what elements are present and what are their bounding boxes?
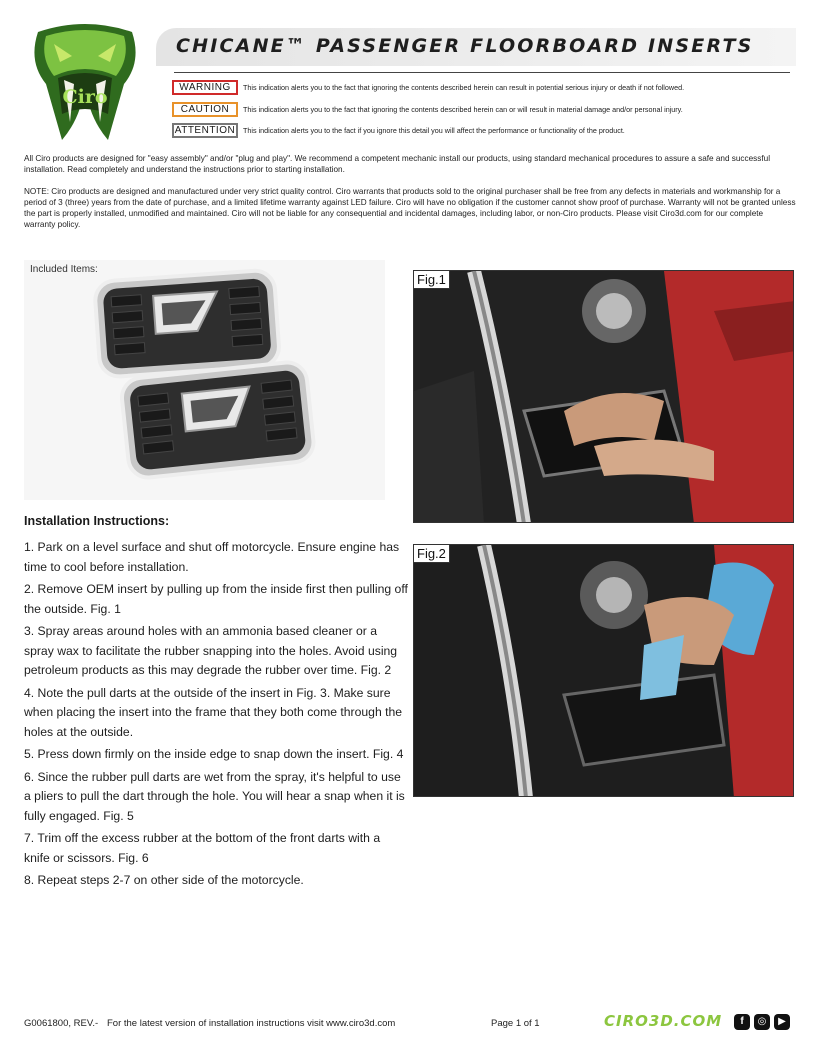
included-items-image <box>24 260 385 500</box>
attention-badge: ATTENTION <box>172 123 238 138</box>
title-divider <box>174 72 790 73</box>
snake-logo-icon <box>24 22 146 148</box>
fig2-photo <box>414 545 794 797</box>
ciro-logo <box>24 22 146 148</box>
step-5: 5. Press down firmly on the inside edge to snap down the insert. Fig. 4 <box>24 747 404 762</box>
warning-description: This indication alerts you to the fact that ignoring the contents described herein can result in potential serious injury or death if not followed. <box>243 82 685 92</box>
step-6: 6. Since the rubber pull darts are wet from the spray, it's helpful to use a pliers to pull the dart through the hole. You will hear a snap when it is fully engaged. Fig. 5 <box>24 769 405 824</box>
instruction-steps <box>24 538 409 894</box>
fig1-photo <box>414 271 794 523</box>
latest-version-note: For the latest version of installation instructions visit www.ciro3d.com <box>107 1018 396 1029</box>
step-1: 1. Park on a level surface and shut off motorcycle. Ensure engine has time to cool before installation. <box>24 540 400 574</box>
youtube-icon[interactable]: ▶ <box>774 1014 790 1030</box>
fig1-label: Fig.1 <box>414 271 450 289</box>
legend-warning <box>172 79 684 95</box>
caution-description: This indication alerts you to the fact that ignoring the contents described herein can or will result in material damage and/or personal injury. <box>243 104 683 114</box>
step-4: 4. Note the pull darts at the outside of the insert in Fig. 3. Make sure when placing the insert into the frame that they both come through the holes at the outside. <box>24 685 403 740</box>
caution-badge: CAUTION <box>172 102 238 117</box>
attention-description: This indication alerts you to the fact if you ignore this detail you will affect the performance or functionality of the product. <box>243 125 625 135</box>
warning-badge: WARNING <box>172 80 238 95</box>
included-items-label: Included Items: <box>30 264 98 275</box>
warranty-note: NOTE: Ciro products are designed and manufactured under very strict quality control. Ciro warrants that products sold to the original purchaser shall be free from any defects in materials and workmanship for a period of 3 (three) years from the date of purchase, and a limited lifetime warranty against LED failure. Ciro will have no obligation if the customer cannot show proof of purchase. Warranty will not be granted unless the part is properly installed, unmodified and maintained. Ciro will not be liable for any consequential and incidental damages, including labor, or non-Ciro products. Please visit Ciro3d.com for our complete warranty policy. <box>24 187 796 229</box>
step-2: 2. Remove OEM insert by pulling up from the inside first then pulling off the outside. Fig. 1 <box>24 582 408 616</box>
fig2-label: Fig.2 <box>414 545 450 563</box>
floorboard-inserts-illustration <box>24 260 385 500</box>
instructions-heading: Installation Instructions: <box>24 514 170 528</box>
page-number: Page 1 of 1 <box>491 1018 540 1029</box>
title-bar <box>156 28 796 66</box>
figure-2 <box>413 544 794 797</box>
brand-url[interactable]: CIRO3D.COM <box>604 1012 723 1030</box>
instagram-icon[interactable]: ◎ <box>754 1014 770 1030</box>
page-title: CHICANE™ PASSENGER FLOORBOARD INSERTS <box>176 35 754 57</box>
doc-id: G0061800, REV.- <box>24 1018 99 1029</box>
step-7: 7. Trim off the excess rubber at the bottom of the front darts with a knife or scissors. Fig. 6 <box>24 831 381 866</box>
step-3: 3. Spray areas around holes with an ammonia based cleaner or a spray wax to facilitate the rubber snapping into the holes. Avoid using petroleum products as this may degrade the rubber over time. Fig. 2 <box>24 624 398 678</box>
intro-paragraph: All Ciro products are designed for "easy assembly" and/or "plug and play". We recommend a competent mechanic install our products, using standard mechanical procedures to assure a safe and successful installation. Read completely and understand the instructions prior to starting installation. <box>24 154 771 174</box>
legend-caution <box>172 101 683 117</box>
step-8: 8. Repeat steps 2-7 on other side of the motorcycle. <box>24 873 304 888</box>
logo-text: Ciro <box>62 86 108 108</box>
legend-attention <box>172 122 625 138</box>
figure-1 <box>413 270 794 523</box>
facebook-icon[interactable]: f <box>734 1014 750 1030</box>
